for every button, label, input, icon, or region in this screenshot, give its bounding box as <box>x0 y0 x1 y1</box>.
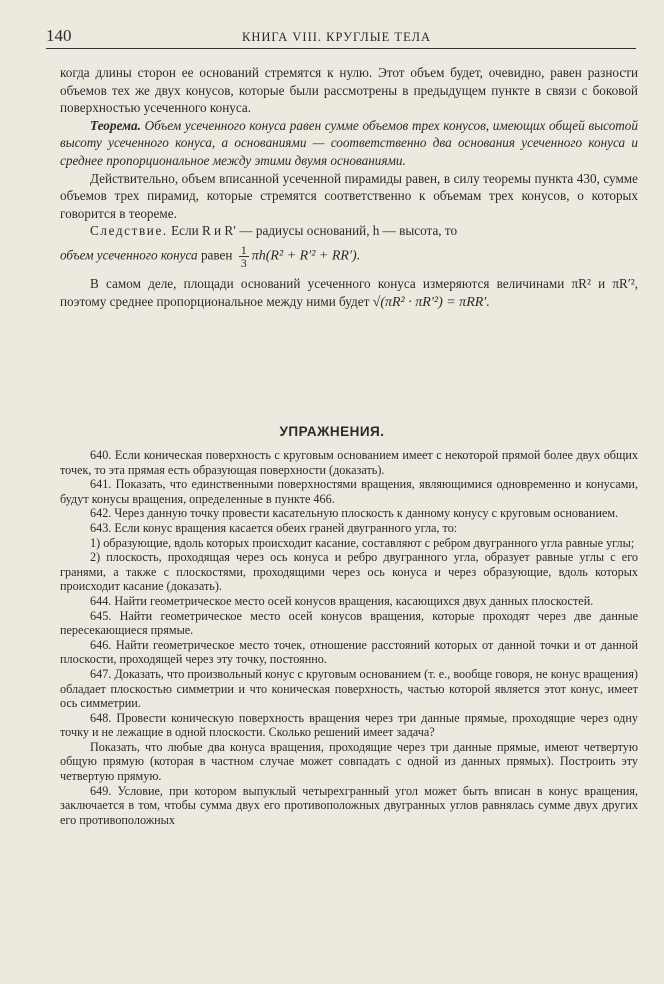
corollary-text-1: Если R и R′ — радиусы оснований, h — высота, то <box>171 223 458 239</box>
paragraph-5 <box>60 275 638 311</box>
theorem-label: Теорема. <box>90 117 141 133</box>
corollary-formula-line <box>60 244 638 269</box>
exercise-item: 640. Если коническая поверхность с круговым основанием имеет с некоторой прямой более двух общих точек, то эта прямая есть образующая поверхности (доказать). <box>60 448 638 477</box>
exercises-title: УПРАЖНЕНИЯ. <box>279 424 385 439</box>
exercise-item: 642. Через данную точку провести касательную плоскость к данному конусу с круговым основанием. <box>90 506 619 521</box>
corollary-text-2: равен <box>200 247 233 263</box>
formula-2: √(πR² · πR′²) = πRR′. <box>372 294 490 310</box>
fraction-denominator: 3 <box>240 255 247 270</box>
exercise-item: Показать, что любые два конуса вращения, проходящие через три данные прямые, имеют четвертую общую прямую (которая в частном случае может совпадать с одной из данных прямых). Построить эту четвертую прямую. <box>60 739 638 784</box>
page-number: 140 <box>46 26 72 45</box>
running-head: КНИГА VIII. КРУГЛЫЕ ТЕЛА <box>242 30 432 44</box>
exercises-list <box>60 448 638 827</box>
fraction <box>239 244 249 269</box>
header-rule <box>46 48 636 49</box>
theorem-paragraph <box>60 117 638 170</box>
corollary-italic: объем усеченного конуса <box>60 247 198 263</box>
exercise-item: 2) плоскость, проходящая через ось конуса и ребро двугранного угла, образует равные углы с его гранями, а также с плоскостями, проходящими через ось конуса и через образующие, вдоль которых происходит касание (доказать). <box>60 550 638 594</box>
fraction-numerator: 1 <box>240 242 247 257</box>
exercise-item: 641. Показать, что единственными поверхностями вращения, являющимися одновременно и конусами, будут конусы вращения, определенные в пункте 466. <box>60 477 638 506</box>
exercise-item: 648. Провести коническую поверхность вращения через три данные прямые, проходящие через одну точку и не лежащие в одной плоскости. Сколько решений имеет задача? <box>60 710 638 740</box>
paragraph-5-text: В самом деле, площади оснований усеченного конуса измеряются величинами πR² и πR′², поэтому среднее пропорциональное между ними будет <box>60 275 638 309</box>
paragraph-1: когда длины сторон ее оснований стремятся к нулю. Этот объем будет, очевидно, равен разности объемов тех же двух конусов, которые были рассмотрены в предыдущем пункте в связи с боковой поверхностью усеченного конуса. <box>60 65 638 116</box>
exercise-item: 643. Если конус вращения касается обеих граней двугранного угла, то: <box>90 520 458 535</box>
paragraph-3: Действительно, объем вписанной усеченной пирамиды равен, в силу теоремы пункта 430, сумме объемов трех пирамид, которые стремятся соответственно к объемам трех конусов, о которых говорится в теореме. <box>60 170 638 221</box>
theorem-text: Объем усеченного конуса равен сумме объемов трех конусов, имеющих общей высотой высоту усеченного конуса, а основаниями — соответственно два основания усеченного конуса и среднее пропорциональное между этими двумя основаниями. <box>60 117 638 168</box>
exercise-item: 647. Доказать, что произвольный конус с круговым основанием (т. е., вообще говоря, не конус вращения) обладает плоскостью симметрии и что коническая поверхность, частью которой является этот конус, имеет ось симметрии. <box>60 666 638 711</box>
formula: πh(R² + R′² + RR′). <box>251 248 361 264</box>
exercise-item: 644. Найти геометрическое место осей конусов вращения, касающихся двух данных плоскостей. <box>90 593 594 608</box>
page-header <box>46 24 636 48</box>
corollary-paragraph <box>60 222 638 240</box>
exercise-item: 646. Найти геометрическое место точек, отношение расстояний которых от данной точки и от данной плоскости, проходящей через эту точку, постоянно. <box>60 637 638 667</box>
exercise-item: 649. Условие, при котором выпуклый четырехгранный угол может быть вписан в конус вращения, заключается в том, чтобы сумма двух его противоположных двугранных углов равнялась сумме двух других его противоположных <box>60 783 638 827</box>
corollary-label: Следствие. <box>90 223 168 239</box>
exercise-item: 1) образующие, вдоль которых происходит касание, составляют с ребром двугранного угла равные углы; <box>90 535 635 550</box>
exercise-item: 645. Найти геометрическое место осей конусов вращения, которые проходят через две данные пересекающиеся прямые. <box>60 608 638 638</box>
main-text <box>60 64 638 311</box>
